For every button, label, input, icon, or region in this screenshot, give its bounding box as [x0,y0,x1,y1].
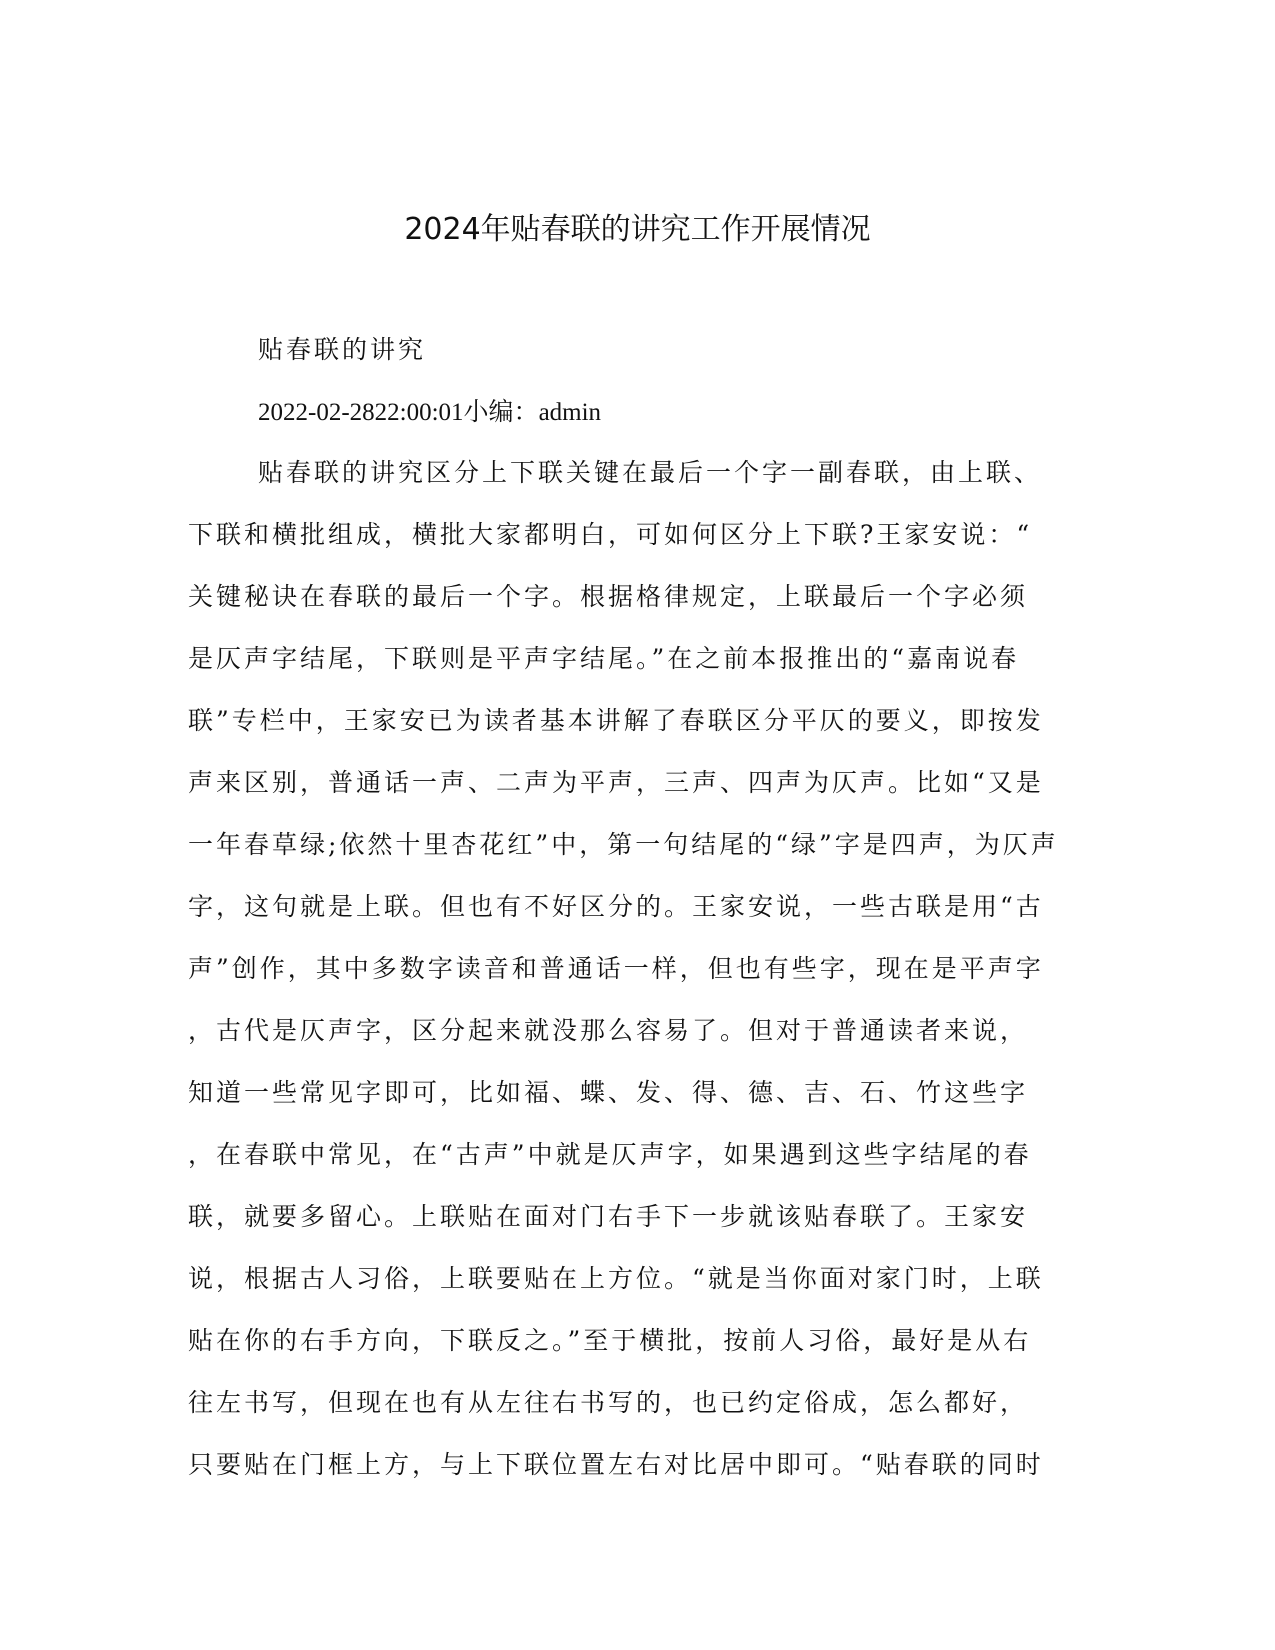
editor-label: 小编： [463,397,539,426]
body-line: 联，就要多留心。上联贴在面对门右手下一步就该贴春联了。王家安 [188,1202,1029,1231]
body-line: 字，这句就是上联。但也有不好区分的。王家安说，一些古联是用“古 [188,892,1044,921]
article-subheading: 贴春联的讲究 [258,335,427,364]
publish-datetime: 2022-02-2822:00:01 [258,399,464,426]
article-meta [258,394,601,431]
body-line: 贴春联的讲究区分上下联关键在最后一个字一副春联，由上联、 [258,458,1043,487]
body-line: 贴在你的右手方向，下联反之。”至于横批，按前人习俗，最好是从右 [188,1326,1032,1355]
editor-name: admin [538,399,602,426]
body-line: 下联和横批组成，横批大家都明白，可如何区分上下联?王家安说：“ [188,520,1033,549]
body-line: 说，根据古人习俗，上联要贴在上方位。“就是当你面对家门时，上联 [188,1264,1044,1293]
body-line: 声”创作，其中多数字读音和普通话一样，但也有些字，现在是平声字 [188,954,1044,983]
body-line: 一年春草绿;依然十里杏花红”中，第一句结尾的“绿”字是四声，为仄声 [188,830,1059,859]
body-line: 声来区别，普通话一声、二声为平声，三声、四声为仄声。比如“又是 [188,768,1044,797]
body-line: ，古代是仄声字，区分起来就没那么容易了。但对于普通读者来说， [188,1016,1029,1045]
body-line: 只要贴在门框上方，与上下联位置左右对比居中即可。“贴春联的同时 [188,1450,1044,1479]
body-line: ，在春联中常见，在“古声”中就是仄声字，如果遇到这些字结尾的春 [188,1140,1032,1169]
body-line: 往左书写，但现在也有从左往右书写的，也已约定俗成，怎么都好， [188,1388,1029,1417]
body-line: 是仄声字结尾，下联则是平声字结尾。”在之前本报推出的“嘉南说春 [188,644,1020,673]
article-body [188,455,1068,1509]
body-line: 知道一些常见字即可，比如福、蝶、发、得、德、吉、石、竹这些字 [188,1078,1029,1107]
document-title: 2024年贴春联的讲究工作开展情况 [404,212,871,247]
body-line: 联”专栏中，王家安已为读者基本讲解了春联区分平仄的要义，即按发 [188,706,1044,735]
body-line: 关键秘诀在春联的最后一个字。根据格律规定，上联最后一个字必须 [188,582,1029,611]
